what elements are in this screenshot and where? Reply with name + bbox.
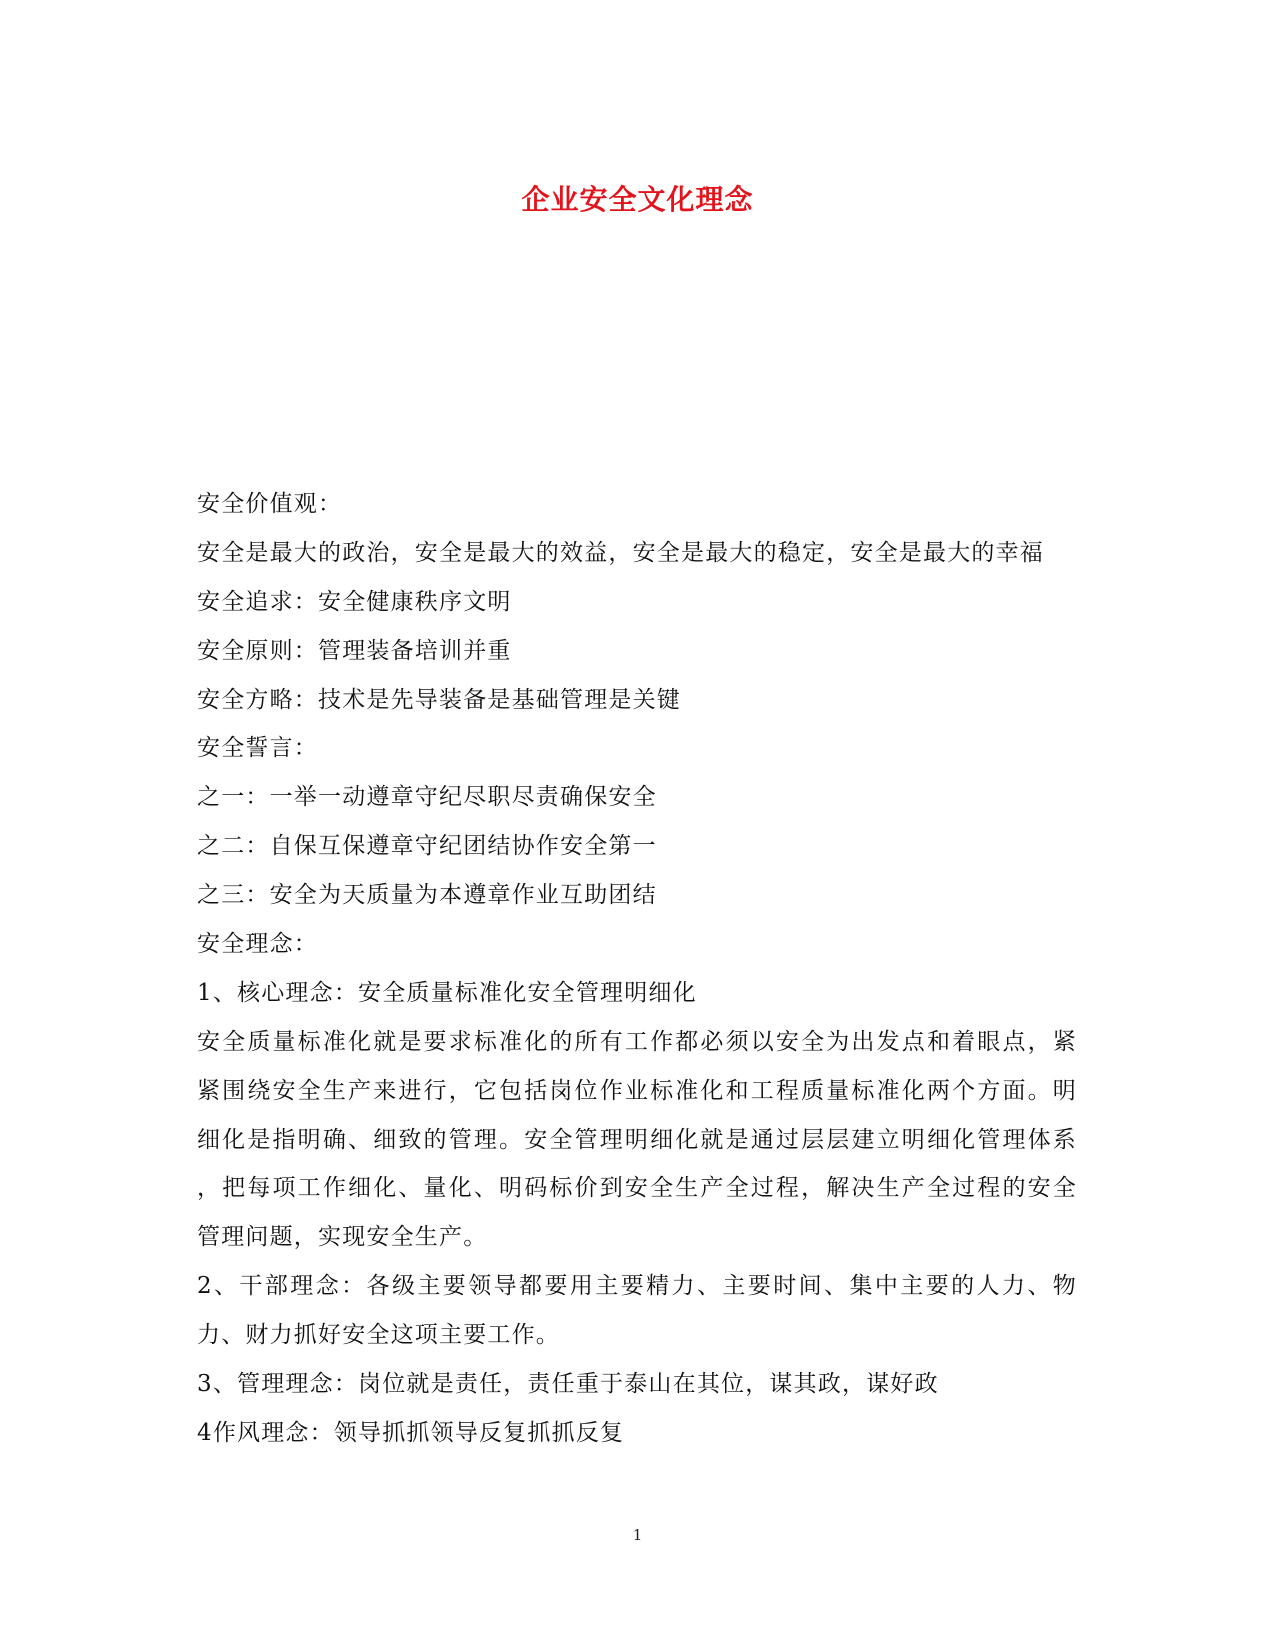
text-line: 之三：安全为天质量为本遵章作业互助团结 <box>197 882 657 909</box>
text-line: 安全质量标准化就是要求标准化的所有工作都必须以安全为出发点和着眼点，紧 <box>197 1028 1077 1055</box>
text-line: 安全追求：安全健康秩序文明 <box>197 588 512 615</box>
text-line: 安全价值观： <box>197 491 343 517</box>
text-line: 紧围绕安全生产来进行，它包括岗位作业标准化和工程质量标准化两个方面。明 <box>197 1077 1077 1104</box>
document-body <box>197 480 1077 1458</box>
text-line: 1、核心理念：安全质量标准化安全管理明细化 <box>197 979 697 1006</box>
text-line: 4作风理念：领导抓抓领导反复抓抓反复 <box>197 1419 625 1446</box>
text-line: 安全方略：技术是先导装备是基础管理是关键 <box>197 686 681 713</box>
text-line: 之二：自保互保遵章守纪团结协作安全第一 <box>197 833 657 860</box>
text-line: 3、管理理念：岗位就是责任，责任重于泰山在其位，谋其政，谋好政 <box>197 1371 939 1398</box>
text-line: 安全誓言： <box>197 735 318 762</box>
text-line: 细化是指明确、细致的管理。安全管理明细化就是通过层层建立明细化管理体系 <box>197 1126 1077 1153</box>
page-number: 1 <box>632 1526 643 1544</box>
text-line: 安全原则：管理装备培训并重 <box>197 637 512 664</box>
text-line: 安全理念： <box>197 931 318 958</box>
text-line: 安全是最大的政治，安全是最大的效益，安全是最大的稳定，安全是最大的幸福 <box>197 539 1044 566</box>
text-line: 力、财力抓好安全这项主要工作。 <box>197 1322 560 1349</box>
text-line: 2、干部理念：各级主要领导都要用主要精力、主要时间、集中主要的人力、物 <box>197 1273 1077 1300</box>
text-line: 之一：一举一动遵章守纪尽职尽责确保安全 <box>197 784 657 811</box>
text-line: 管理问题，实现安全生产。 <box>197 1224 488 1251</box>
document-title: 企业安全文化理念 <box>521 183 754 216</box>
text-line: ，把每项工作细化、量化、明码标价到安全生产全过程，解决生产全过程的安全 <box>197 1175 1077 1202</box>
